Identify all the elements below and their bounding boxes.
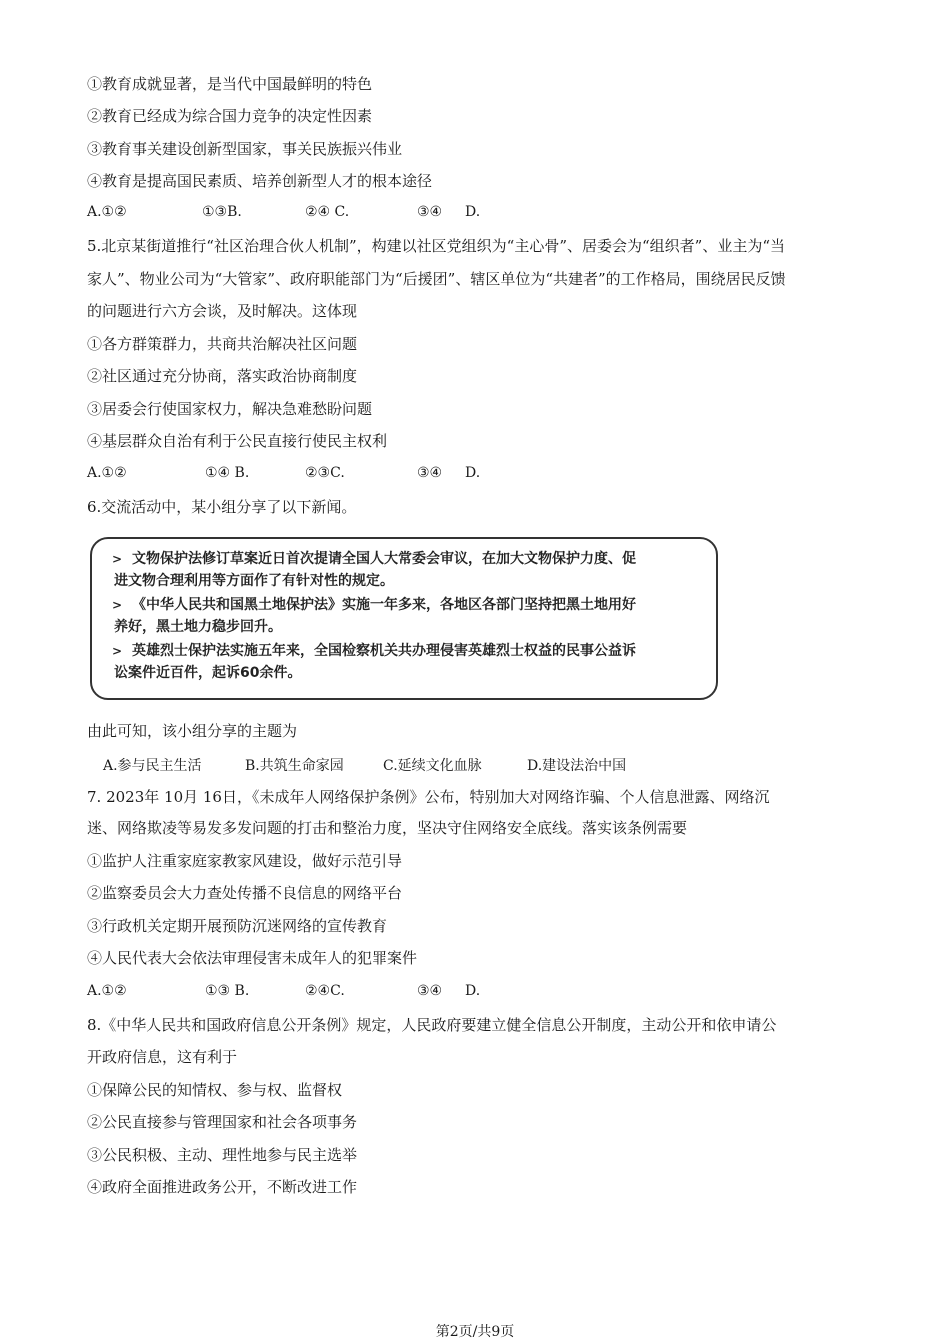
q7-item-1: ①监护人注重家庭家教家风建设，做好示范引导 <box>87 852 403 870</box>
q7-stem-line: 迷、网络欺凌等易发多发问题的打击和整治力度，坚决守住网络安全底线。落实该条例需要 <box>87 819 688 837</box>
q6-option-b: B.共筑生命家园 <box>245 758 344 774</box>
arrow-bullet-icon: > <box>112 644 123 658</box>
q5-option: D. <box>465 465 481 481</box>
q5-option: ②③C. <box>305 465 345 481</box>
q5-stem-line: 家人”、物业公司为“大管家”、政府职能部门为“后援团”、辖区单位为“共建者”的工作格局，围绕居民反馈 <box>87 270 786 288</box>
news-item-2-line-1: 《中华人民共和国黑土地保护法》实施一年多来，各地区各部门坚持把黑土地用好 <box>132 597 636 613</box>
q4-option: D. <box>465 204 481 220</box>
q8-stem-line: 8.《中华人民共和国政府信息公开条例》规定，人民政府要建立健全信息公开制度，主动公开和依申请公 <box>87 1016 777 1034</box>
q6-option-c: C.延续文化血脉 <box>383 758 482 774</box>
q6-option-d: D.建设法治中国 <box>527 758 627 774</box>
q7-option: ①③ B. <box>205 983 250 999</box>
q5-stem-line: 的问题进行六方会谈，及时解决。这体现 <box>87 302 358 320</box>
q4-item-4: ④教育是提高国民素质、培养创新型人才的根本途径 <box>87 172 433 190</box>
q7-item-2: ②监察委员会大力查处传播不良信息的网络平台 <box>87 884 403 902</box>
q5-stem-line: 5.北京某街道推行“社区治理合伙人机制”，构建以社区党组织为“主心骨”、居委会为“组织者”、业主为“当 <box>87 237 785 255</box>
q4-option: ③④ <box>417 204 443 220</box>
q6-followup: 由此可知，该小组分享的主题为 <box>87 722 298 740</box>
news-box <box>90 537 718 700</box>
q6-stem: 6.交流活动中，某小组分享了以下新闻。 <box>87 498 357 516</box>
q8-stem-line: 开政府信息，这有利于 <box>87 1048 238 1066</box>
q4-item-1: ①教育成就显著，是当代中国最鲜明的特色 <box>87 75 373 93</box>
news-item-1-line-2: 进文物合理利用等方面作了有针对性的规定。 <box>114 573 394 589</box>
q5-option: A.①② <box>87 465 127 481</box>
arrow-bullet-icon: > <box>112 598 123 612</box>
q8-item-4: ④政府全面推进政务公开，不断改进工作 <box>87 1178 358 1196</box>
news-item-3-line-1: 英雄烈士保护法实施五年来，全国检察机关共办理侵害英雄烈士权益的民事公益诉 <box>132 643 636 659</box>
q5-item-2: ②社区通过充分协商，落实政治协商制度 <box>87 367 358 385</box>
q8-item-3: ③公民积极、主动、理性地参与民主选举 <box>87 1146 358 1164</box>
q7-option: A.①② <box>87 983 127 999</box>
q7-option: D. <box>465 983 481 999</box>
q7-stem-line: 7. 2023年 10月 16日，《未成年人网络保护条例》公布，特别加大对网络诈骗、个人信息泄露、网络沉 <box>87 788 770 806</box>
q7-item-3: ③行政机关定期开展预防沉迷网络的宣传教育 <box>87 917 388 935</box>
q7-option: ③④ <box>417 983 443 999</box>
q6-option-a: A.参与民主生活 <box>103 758 202 774</box>
page-footer: 第2页/共9页 <box>435 1324 515 1340</box>
q4-item-2: ②教育已经成为综合国力竞争的决定性因素 <box>87 107 373 125</box>
q7-item-4: ④人民代表大会依法审理侵害未成年人的犯罪案件 <box>87 949 418 967</box>
q8-item-2: ②公民直接参与管理国家和社会各项事务 <box>87 1113 358 1131</box>
q5-item-3: ③居委会行使国家权力，解决急难愁盼问题 <box>87 400 373 418</box>
q5-option: ①④ B. <box>205 465 250 481</box>
news-item-2-line-2: 养好，黑土地力稳步回升。 <box>114 619 282 635</box>
q4-option: ②④ C. <box>305 204 350 220</box>
q5-option: ③④ <box>417 465 443 481</box>
q5-item-4: ④基层群众自治有利于公民直接行使民主权利 <box>87 432 388 450</box>
arrow-bullet-icon: > <box>112 552 123 566</box>
q4-item-3: ③教育事关建设创新型国家，事关民族振兴伟业 <box>87 140 403 158</box>
q5-item-1: ①各方群策群力，共商共治解决社区问题 <box>87 335 358 353</box>
q4-option: A.①② <box>87 204 127 220</box>
q7-option: ②④C. <box>305 983 345 999</box>
q8-item-1: ①保障公民的知情权、参与权、监督权 <box>87 1081 343 1099</box>
q4-option: ①③B. <box>202 204 242 220</box>
news-item-1-line-1: 文物保护法修订草案近日首次提请全国人大常委会审议，在加大文物保护力度、促 <box>132 551 636 567</box>
news-item-3-line-2: 讼案件近百件，起诉60余件。 <box>114 665 302 681</box>
